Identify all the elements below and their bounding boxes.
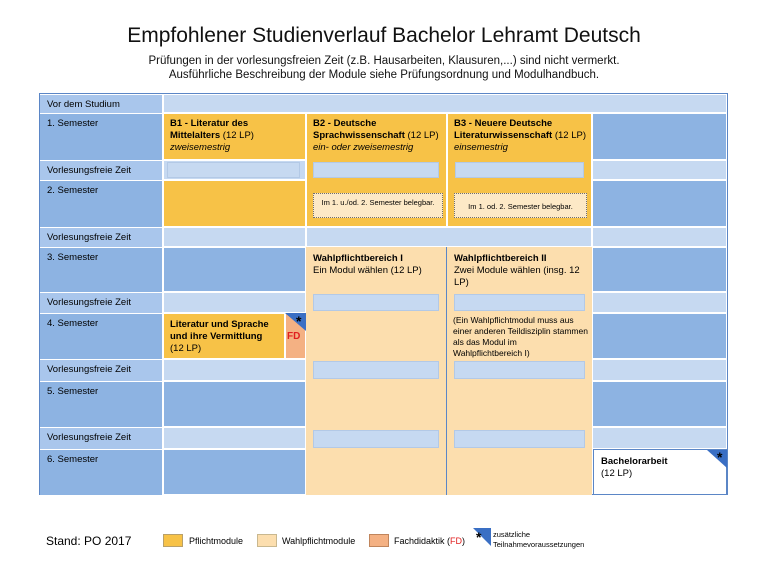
b3-module-text bbox=[449, 115, 591, 157]
row-label-sem1: 1. Semester bbox=[40, 113, 163, 160]
break-slot bbox=[454, 430, 585, 448]
cell bbox=[592, 427, 727, 449]
break-slot bbox=[454, 361, 585, 379]
row-label-break3: Vorlesungsfreie Zeit bbox=[40, 292, 163, 313]
row-label-break4: Vorlesungsfreie Zeit bbox=[40, 359, 163, 381]
cell bbox=[163, 381, 306, 427]
break-slot bbox=[454, 294, 585, 311]
page-title: Empfohlener Studienverlauf Bachelor Lehramt Deutsch bbox=[127, 24, 641, 47]
row-label-sem5: 5. Semester bbox=[40, 381, 163, 427]
column-divider bbox=[446, 247, 447, 495]
legend-label-fd bbox=[394, 536, 465, 546]
lsv-lp: (12 LP) bbox=[170, 343, 202, 354]
row-label-before: Vor dem Studium bbox=[40, 94, 163, 113]
b1-lp: (12 LP) bbox=[222, 130, 254, 141]
wp1-module-text bbox=[308, 250, 446, 280]
cell bbox=[592, 180, 727, 227]
cell bbox=[163, 247, 306, 292]
row-label-sem4: 4. Semester bbox=[40, 313, 163, 359]
lsv-fd-label: FD bbox=[287, 331, 301, 342]
wp2-title: Wahlpflichtbereich II bbox=[454, 253, 547, 264]
ba-module-text bbox=[596, 453, 706, 483]
b1-module-text bbox=[165, 115, 305, 157]
legend-swatch-wahl bbox=[257, 534, 277, 547]
cell bbox=[163, 359, 306, 381]
stand-label: Stand: PO 2017 bbox=[46, 534, 132, 548]
ba-title: Bachelorarbeit bbox=[601, 456, 668, 467]
b3-lp: (12 LP) bbox=[554, 130, 586, 141]
b2-semester-hint: Im 1. u./od. 2. Semester belegbar. bbox=[313, 193, 443, 218]
break-slot bbox=[455, 162, 584, 178]
cell bbox=[592, 381, 727, 427]
legend-label-extra bbox=[493, 530, 584, 550]
cell bbox=[592, 160, 727, 180]
row-label-sem6: 6. Semester bbox=[40, 449, 163, 495]
row-label-break1: Vorlesungsfreie Zeit bbox=[40, 160, 163, 180]
cell bbox=[592, 247, 727, 292]
wp2-hint: (Ein Wahlpflichtmodul muss aus einer anderen Teildisziplin stammen als das Modul im Wahlpflichtbereich I) bbox=[453, 315, 588, 358]
row-label-sem2: 2. Semester bbox=[40, 180, 163, 227]
row-label-break2: Vorlesungsfreie Zeit bbox=[40, 227, 163, 247]
lsv-star: * bbox=[296, 313, 302, 329]
b2-lp: (12 LP) bbox=[407, 130, 439, 141]
cell bbox=[163, 227, 306, 247]
legend-fd-prefix: Fachdidaktik ( bbox=[394, 536, 451, 546]
cell bbox=[163, 449, 306, 495]
break-slot bbox=[313, 294, 439, 311]
break-slot bbox=[313, 361, 439, 379]
legend-swatch-fd bbox=[369, 534, 389, 547]
legend-extra-line2: Teilnahmevoraussetzungen bbox=[493, 540, 585, 549]
b3-title: B3 - Neuere Deutsche Literaturwissenschaft bbox=[454, 118, 553, 141]
b3-semester-hint: Im 1. od. 2. Semester belegbar. bbox=[454, 193, 587, 218]
subtitle-exams: Prüfungen in der vorlesungsfreien Zeit (z.B. Hausarbeiten, Klausuren,...) sind nicht vermerkt. bbox=[148, 55, 620, 67]
legend-swatch-pflicht bbox=[163, 534, 183, 547]
subtitle-description: Ausführliche Beschreibung der Module siehe Prüfungsordnung und Modulhandbuch. bbox=[168, 69, 600, 81]
b3-note: einsemestrig bbox=[454, 142, 508, 153]
legend-label-pflicht: Pflichtmodule bbox=[189, 536, 244, 546]
ba-star: * bbox=[717, 449, 723, 465]
wp1-title: Wahlpflichtbereich I bbox=[313, 253, 403, 264]
break-slot bbox=[313, 162, 439, 178]
lsv-title: Literatur und Sprache und ihre Vermittlung bbox=[170, 319, 269, 342]
wp1-desc: Ein Modul wählen (12 LP) bbox=[313, 265, 422, 276]
legend-fd-suffix: ) bbox=[462, 536, 466, 546]
legend-fd-code: FD bbox=[450, 536, 463, 546]
lsv-module-text bbox=[165, 316, 285, 358]
wp2-desc: Zwei Module wählen (insg. 12 LP) bbox=[454, 265, 580, 288]
cell bbox=[592, 313, 727, 359]
wp2-module-text bbox=[449, 250, 589, 292]
b1-note: zweisemestrig bbox=[170, 142, 231, 153]
legend-extra-line1: zusätzliche bbox=[493, 530, 531, 539]
cell bbox=[163, 292, 306, 313]
before-study-cell bbox=[163, 94, 727, 113]
ba-lp: (12 LP) bbox=[601, 468, 633, 479]
row-label-break5: Vorlesungsfreie Zeit bbox=[40, 427, 163, 449]
legend-label-wahl: Wahlpflichtmodule bbox=[282, 536, 356, 546]
break-slot bbox=[167, 162, 300, 178]
b2-module-text bbox=[308, 115, 446, 157]
legend-star: * bbox=[476, 529, 482, 545]
b1-continuation-cell bbox=[163, 180, 306, 227]
cell bbox=[592, 359, 727, 381]
row-label-sem3: 3. Semester bbox=[40, 247, 163, 292]
cell bbox=[163, 427, 306, 449]
b1-title: B1 - Literatur des Mittelalters bbox=[170, 118, 249, 141]
b2-note: ein- oder zweisemestrig bbox=[313, 142, 414, 153]
break-slot bbox=[313, 430, 439, 448]
cell bbox=[306, 227, 592, 247]
cell bbox=[592, 227, 727, 247]
cell bbox=[592, 113, 727, 160]
cell bbox=[592, 292, 727, 313]
b2-title: B2 - Deutsche Sprachwissenschaft bbox=[313, 118, 405, 141]
